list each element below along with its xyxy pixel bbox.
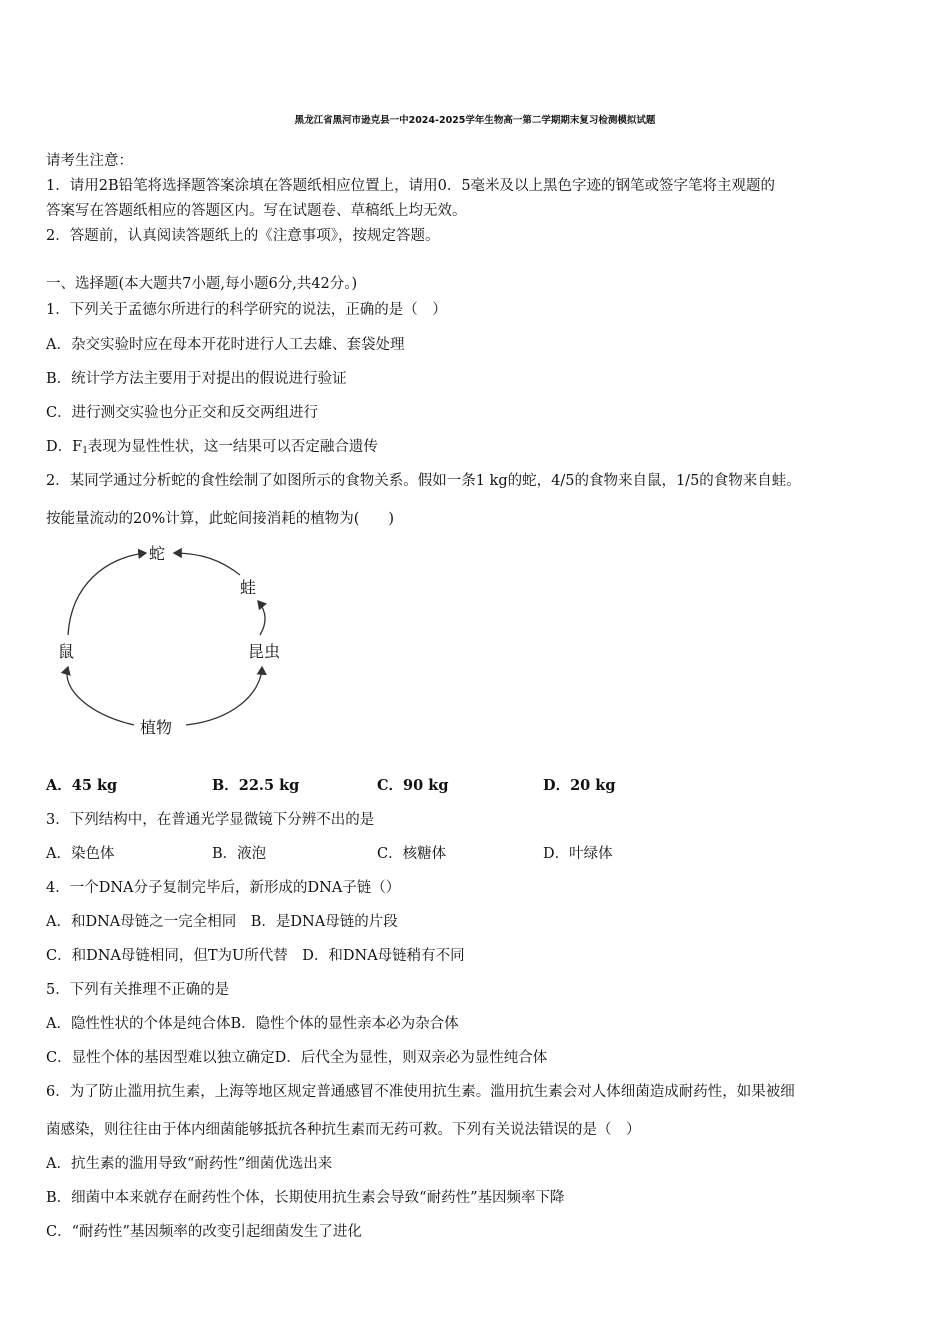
q1-option-d xyxy=(46,437,378,461)
node-frog: 蛙 xyxy=(240,578,257,597)
arrow-plant-to-mouse xyxy=(67,667,134,725)
arrow-mouse-to-snake xyxy=(68,553,146,635)
q1-option-b: B．统计学方法主要用于对提出的假说进行验证 xyxy=(46,371,347,387)
q1-stem: 1．下列关于孟德尔所进行的科学研究的说法，正确的是（ ） xyxy=(46,302,447,318)
q5-options-ab: A．隐性性状的个体是纯合体B．隐性个体的显性亲本必为杂合体 xyxy=(46,1016,459,1032)
q4-options-ab: A．和DNA母链之一完全相同 B．是DNA母链的片段 xyxy=(46,914,398,930)
q2-option-b: B．22.5 kg xyxy=(212,777,300,794)
notice-line-1b: 答案写在答题纸相应的答题区内。写在试题卷、草稿纸上均无效。 xyxy=(46,203,467,219)
node-insect: 昆虫 xyxy=(248,642,281,661)
q4-options-cd: C．和DNA母链相同，但T为U所代替 D．和DNA母链稍有不同 xyxy=(46,948,465,964)
page-title: 黑龙江省黑河市逊克县一中2024-2025学年生物高一第二学期期末复习检测模拟试题 xyxy=(294,115,656,126)
q3-stem: 3．下列结构中，在普通光学显微镜下分辨不出的是 xyxy=(46,812,375,828)
q5-stem: 5．下列有关推理不正确的是 xyxy=(46,982,230,998)
q2-option-a: A．45 kg xyxy=(46,777,118,794)
node-mouse: 鼠 xyxy=(58,642,75,661)
q6-stem-1: 6．为了防止滥用抗生素，上海等地区规定普通感冒不准使用抗生素。滥用抗生素会对人体细菌造成耐药性，如果被细 xyxy=(46,1084,795,1100)
q3-option-c: C．核糖体 xyxy=(377,846,447,862)
q3-option-a: A．染色体 xyxy=(46,846,115,862)
q2-option-c: C．90 kg xyxy=(377,777,449,794)
q6-option-b: B．细菌中本来就存在耐药性个体，长期使用抗生素会导致“耐药性”基因频率下降 xyxy=(46,1190,565,1206)
q2-stem-1: 2．某同学通过分析蛇的食性绘制了如图所示的食物关系。假如一条1 kg的蛇，4/5的食物来自鼠，1/5的食物来自蛙。 xyxy=(46,473,801,489)
food-web-diagram xyxy=(46,535,306,745)
node-plant: 植物 xyxy=(140,718,173,737)
q2-stem-2: 按能量流动的20%计算，此蛇间接消耗的植物为( ) xyxy=(46,511,395,527)
q6-stem-2: 菌感染，则往往由于体内细菌能够抵抗各种抗生素而无药可救。下列有关说法错误的是（ ） xyxy=(46,1122,641,1138)
q6-option-a: A．抗生素的滥用导致“耐药性”细菌优选出来 xyxy=(46,1156,333,1172)
q6-option-c: C．“耐药性”基因频率的改变引起细菌发生了进化 xyxy=(46,1224,362,1240)
q3-option-b: B．液泡 xyxy=(212,846,267,862)
q4-stem: 4．一个DNA分子复制完毕后，新形成的DNA子链（） xyxy=(46,880,401,896)
arrow-plant-to-insect xyxy=(186,667,262,725)
section-heading: 一、选择题(本大题共7小题,每小题6分,共42分。) xyxy=(46,276,358,292)
notice-line-2: 2．答题前，认真阅读答题纸上的《注意事项》，按规定答题。 xyxy=(46,228,440,244)
q1-option-c: C．进行测交实验也分正交和反交两组进行 xyxy=(46,405,319,421)
q1-option-d-subscript: 1 xyxy=(82,446,88,456)
arrow-frog-to-snake xyxy=(174,553,240,575)
q3-option-d: D．叶绿体 xyxy=(543,846,613,862)
notice-line-1: 1．请用2B铅笔将选择题答案涂填在答题纸相应位置上，请用0．5毫米及以上黑色字迹的钢笔或签字笔将主观题的 xyxy=(46,178,776,194)
q1-option-d-text: 表现为显性性状，这一结果可以否定融合遗传 xyxy=(87,439,378,455)
q1-option-d-prefix: D．F xyxy=(46,439,83,455)
q5-options-cd: C．显性个体的基因型难以独立确定D．后代全为显性，则双亲必为显性纯合体 xyxy=(46,1050,548,1066)
node-snake: 蛇 xyxy=(149,544,166,563)
arrow-insect-to-frog xyxy=(258,601,265,635)
notice-heading: 请考生注意： xyxy=(46,153,133,169)
q2-option-d: D．20 kg xyxy=(543,777,616,794)
q1-option-a: A．杂交实验时应在母本开花时进行人工去雄、套袋处理 xyxy=(46,337,405,353)
